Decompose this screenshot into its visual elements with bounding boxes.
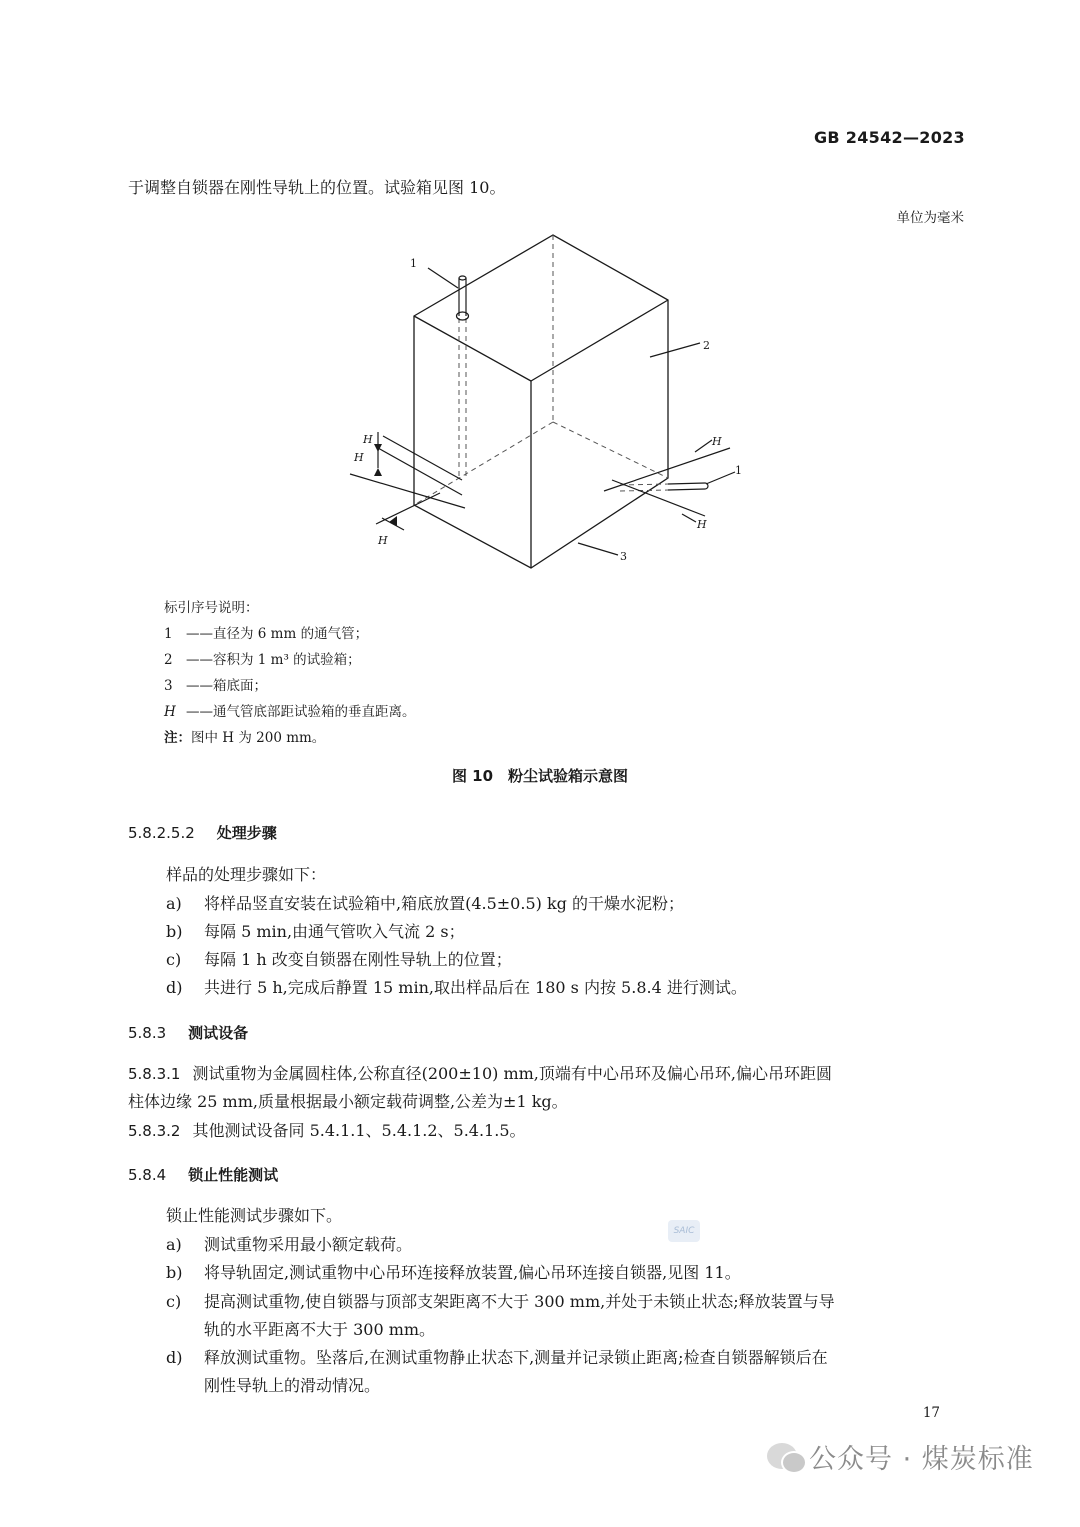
list-item: b) 每隔 5 min,由通气管吹入气流 2 s； (166, 922, 465, 941)
section-5831-line2: 柱体边缘 25 mm,质量根据最小额定载荷调整,公差为±1 kg。 (128, 1092, 568, 1111)
key-item-h: H ——通气管底部距试验箱的垂直距离。 (164, 704, 416, 720)
box-outline (414, 235, 668, 568)
key-item-3: 3 ——箱底面； (164, 678, 267, 694)
section-583-heading: 5.8.3 测试设备 (128, 1024, 249, 1042)
list-item-continuation: 刚性导轨上的滑动情况。 (204, 1376, 381, 1395)
saic-logo: SAIC (668, 1220, 700, 1242)
box-top-edge-left (414, 316, 531, 381)
callout-3: 3 (620, 550, 627, 563)
h-label-right-2: H (697, 518, 707, 531)
top-tube-cap (459, 276, 466, 280)
list-item: d) 共进行 5 h,完成后静置 15 min,取出样品后在 180 s 内按 5.8.4 进行测试。 (166, 978, 747, 997)
list-item: a) 测试重物采用最小额定载荷。 (166, 1235, 413, 1254)
intro-line: 于调整自锁器在刚性导轨上的位置。试验箱见图 10。 (128, 178, 506, 197)
section-584-heading: 5.8.4 锁止性能测试 (128, 1166, 279, 1184)
callout-2: 2 (703, 339, 710, 352)
side-tube-top (668, 483, 705, 484)
side-tube-hidden-top (620, 484, 668, 485)
key-item-1: 1 ——直径为 6 mm 的通气管； (164, 626, 369, 642)
list-item-continuation: 轨的水平距离不大于 300 mm。 (204, 1320, 436, 1339)
list-item: d) 释放测试重物。坠落后,在测试重物静止状态下,测量并记录锁止距离;检查自锁器解锁后在 (166, 1348, 828, 1367)
page-number: 17 (922, 1405, 940, 1421)
dust-test-box-diagram (0, 0, 1080, 600)
side-tube-hidden-bot (620, 490, 668, 491)
list-item: c) 提高测试重物,使自锁器与顶部支架距离不大于 300 mm,并处于未锁止状态;释放装置与导 (166, 1292, 835, 1311)
h-label-left-1: H (363, 433, 373, 446)
leader-2 (650, 343, 700, 357)
key-item-2: 2 ——容积为 1 m³ 的试验箱； (164, 652, 361, 668)
section-584-lead: 锁止性能测试步骤如下。 (166, 1206, 343, 1225)
section-5825-2-heading: 5.8.2.5.2 处理步骤 (128, 824, 277, 842)
figure-note: 注：图中 H 为 200 mm。 (164, 730, 326, 746)
list-item: b) 将导轨固定,测试重物中心吊环连接释放装置,偏心吊环连接自锁器,见图 11。 (166, 1263, 741, 1282)
watermark-text: 公众号 · 煤炭标准 (809, 1444, 1034, 1475)
h-label-left-3: H (378, 534, 388, 547)
unit-note: 单位为毫米 (896, 210, 964, 226)
section-5832: 5.8.3.2 其他测试设备同 5.4.1.1、5.4.1.2、5.4.1.5。 (128, 1121, 526, 1140)
list-item: a) 将样品竖直安装在试验箱中,箱底放置(4.5±0.5) kg 的干燥水泥粉； (166, 894, 684, 913)
section-5825-2-lead: 样品的处理步骤如下： (166, 865, 327, 884)
list-item: c) 每隔 1 h 改变自锁器在刚性导轨上的位置； (166, 950, 512, 969)
standard-number: GB 24542—2023 (814, 128, 965, 147)
section-5831-line1: 5.8.3.1 测试重物为金属圆柱体,公称直径(200±10) mm,顶端有中心吊环及偏心吊环,偏心吊环距圆 (128, 1064, 832, 1083)
callout-1-right: 1 (735, 464, 742, 477)
leader-1-right (706, 472, 735, 484)
h-label-right-1: H (712, 435, 722, 448)
leader-1-top (428, 268, 458, 288)
key-title: 标引序号说明： (164, 600, 259, 616)
side-tube-bot (668, 489, 705, 490)
box-top-edge-right (531, 300, 668, 381)
hidden-edge-left (414, 422, 553, 505)
top-tube-opening (457, 312, 469, 320)
wechat-watermark (763, 1433, 1053, 1479)
h-label-left-2: H (354, 451, 364, 464)
callout-1-top: 1 (410, 257, 417, 270)
leader-3 (578, 543, 618, 555)
figure-caption: 图 10 粉尘试验箱示意图 (451, 767, 629, 785)
hidden-edge-right (553, 422, 668, 478)
